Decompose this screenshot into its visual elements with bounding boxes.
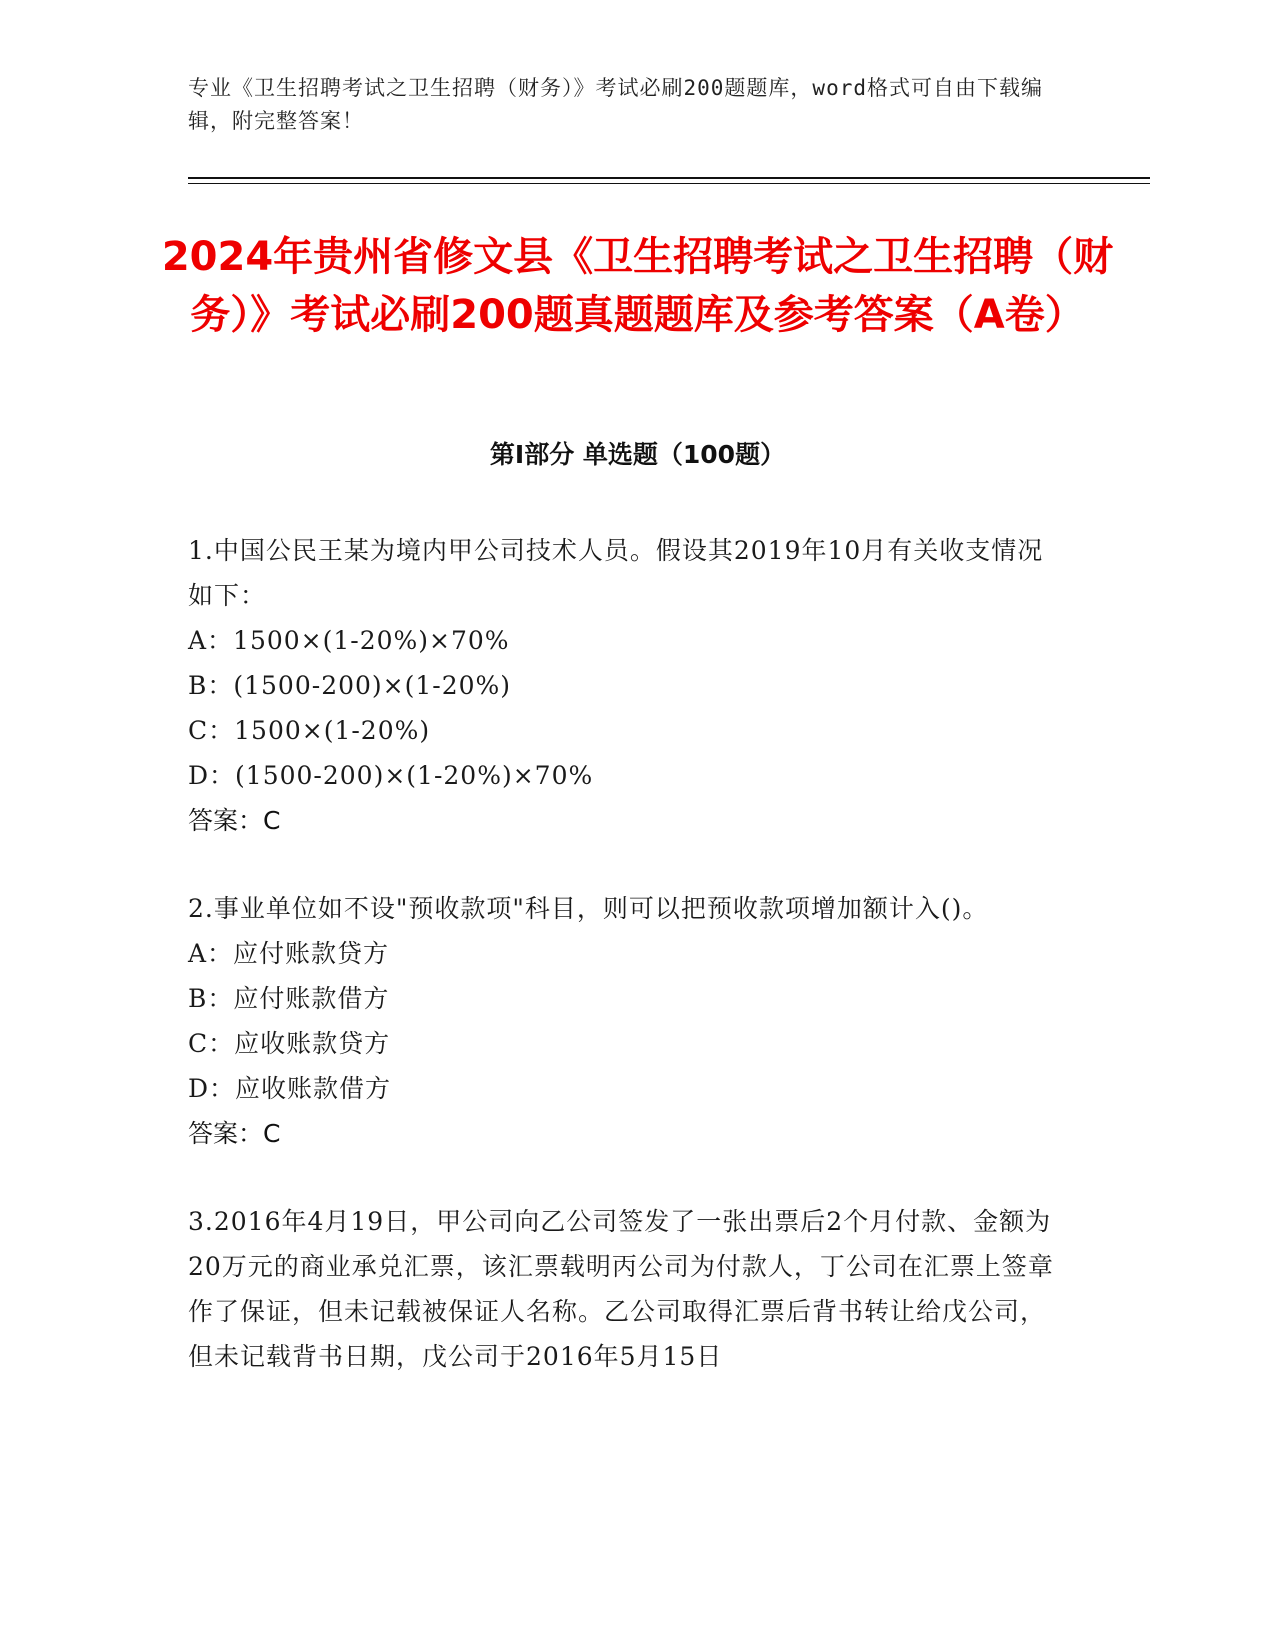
option-c: C：应收账款贷方 xyxy=(188,1029,391,1058)
option-c: C：1500×(1-20%) xyxy=(188,716,431,745)
option-d: D：应收账款借方 xyxy=(188,1074,392,1103)
header-divider-thin xyxy=(188,183,1150,184)
option-b: B：(1500-200)×(1-20%) xyxy=(188,671,512,700)
answer-line: 答案：C xyxy=(188,806,281,835)
question-1 xyxy=(188,528,1068,843)
question-3 xyxy=(188,1199,1068,1379)
option-a: A：应付账款贷方 xyxy=(188,939,390,968)
question-2 xyxy=(188,886,1068,1156)
document-title: 2024年贵州省修文县《卫生招聘考试之卫生招聘（财务）》考试必刷200题真题题库及参考答案（A卷） xyxy=(161,234,1114,338)
option-a: A：1500×(1-20%)×70% xyxy=(188,626,510,655)
answer-line: 答案：C xyxy=(188,1119,281,1148)
section-title: 第Ⅰ部分 单选题（100题） xyxy=(489,440,786,469)
question-stem: 1.中国公民王某为境内甲公司技术人员。假设其2019年10月有关收支情况如下： xyxy=(188,536,1044,610)
question-stem: 3.2016年4月19日，甲公司向乙公司签发了一张出票后2个月付款、金额为20万元的商业承兑汇票，该汇票载明丙公司为付款人，丁公司在汇票上签章作了保证，但未记载被保证人名称。乙公司取得汇票后背书转让给戊公司，但未记载背书日期，戊公司于2016年5月15日 xyxy=(188,1207,1054,1371)
header-note: 专业《卫生招聘考试之卫生招聘（财务）》考试必刷200题题库，word格式可自由下载编辑，附完整答案！ xyxy=(188,76,1043,133)
question-stem: 2.事业单位如不设"预收款项"科目，则可以把预收款项增加额计入()。 xyxy=(188,894,989,923)
option-d: D：(1500-200)×(1-20%)×70% xyxy=(188,761,594,790)
option-b: B：应付账款借方 xyxy=(188,984,390,1013)
question-list xyxy=(188,528,1068,1422)
header-divider-thick xyxy=(188,177,1150,179)
